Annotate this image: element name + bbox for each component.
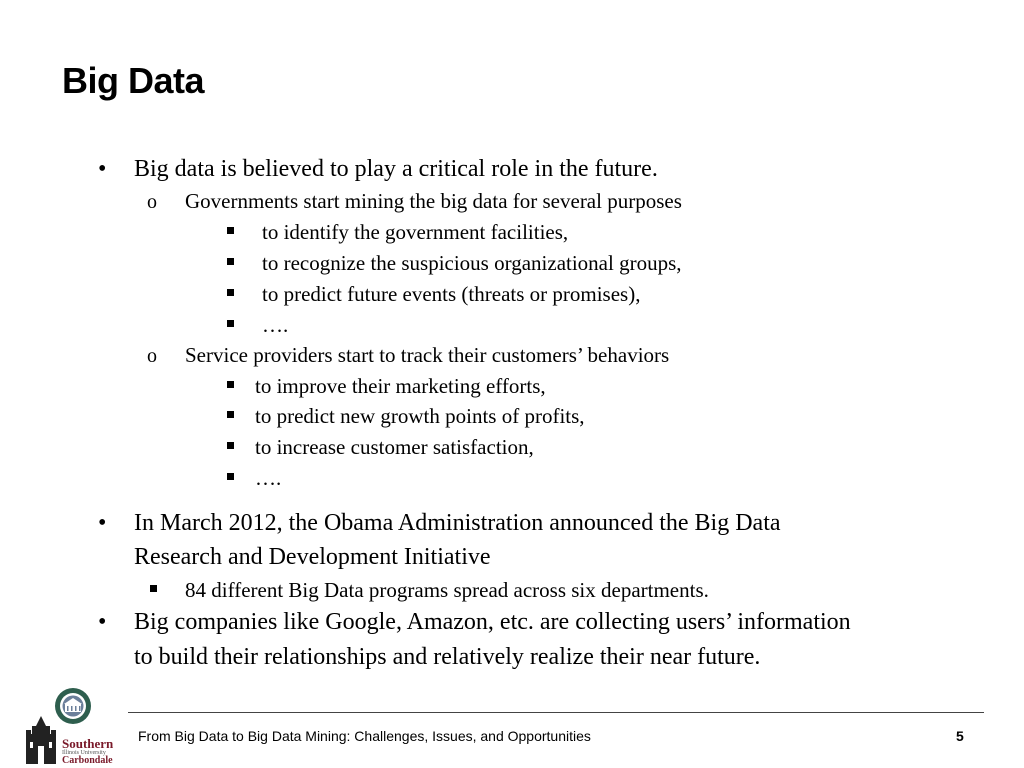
university-logo-text: Southern Illinois University Carbondale bbox=[62, 736, 114, 766]
sub-bullet-text: Service providers start to track their customers’ behaviors bbox=[185, 343, 670, 367]
square-bullet-icon bbox=[227, 258, 234, 265]
square-bullet-icon bbox=[227, 411, 234, 418]
square-bullet-icon bbox=[227, 289, 234, 296]
bullet-text: In March 2012, the Obama Administration announced the Big Data bbox=[134, 510, 781, 536]
bullet-marker: • bbox=[98, 609, 107, 635]
list-item: 84 different Big Data programs spread across six departments. bbox=[185, 578, 709, 602]
list-item: to identify the government facilities, bbox=[262, 220, 569, 244]
square-bullet-icon bbox=[227, 473, 234, 480]
bullet-text-continued: Research and Development Initiative bbox=[134, 544, 491, 570]
sub-bullet-text: Governments start mining the big data for several purposes bbox=[185, 189, 682, 213]
list-item: …. bbox=[255, 466, 282, 490]
square-bullet-icon bbox=[227, 381, 234, 388]
list-item: to predict new growth points of profits, bbox=[255, 404, 585, 428]
bullet-marker: • bbox=[98, 510, 107, 536]
list-item: to recognize the suspicious organizational groups, bbox=[262, 251, 682, 275]
bullet-text-continued: to build their relationships and relatively realize their near future. bbox=[134, 644, 761, 670]
bullet-marker: • bbox=[98, 156, 107, 182]
footer-divider bbox=[128, 712, 984, 713]
list-item: to increase customer satisfaction, bbox=[255, 435, 534, 459]
square-bullet-icon bbox=[227, 442, 234, 449]
slide-title: Big Data bbox=[62, 60, 205, 101]
footer-title: From Big Data to Big Data Mining: Challenges, Issues, and Opportunities bbox=[138, 728, 591, 744]
bullet-text: Big companies like Google, Amazon, etc. are collecting users’ information bbox=[134, 609, 851, 635]
list-item: to improve their marketing efforts, bbox=[255, 374, 546, 398]
square-bullet-icon bbox=[150, 585, 157, 592]
list-item: to predict future events (threats or promises), bbox=[262, 282, 641, 306]
square-bullet-icon bbox=[227, 227, 234, 234]
page-number: 5 bbox=[956, 728, 964, 744]
sub-bullet-marker: o bbox=[147, 191, 157, 213]
bullet-text: Big data is believed to play a critical role in the future. bbox=[134, 156, 658, 182]
sub-bullet-marker: o bbox=[147, 345, 157, 367]
list-item: …. bbox=[262, 313, 289, 337]
square-bullet-icon bbox=[227, 320, 234, 327]
